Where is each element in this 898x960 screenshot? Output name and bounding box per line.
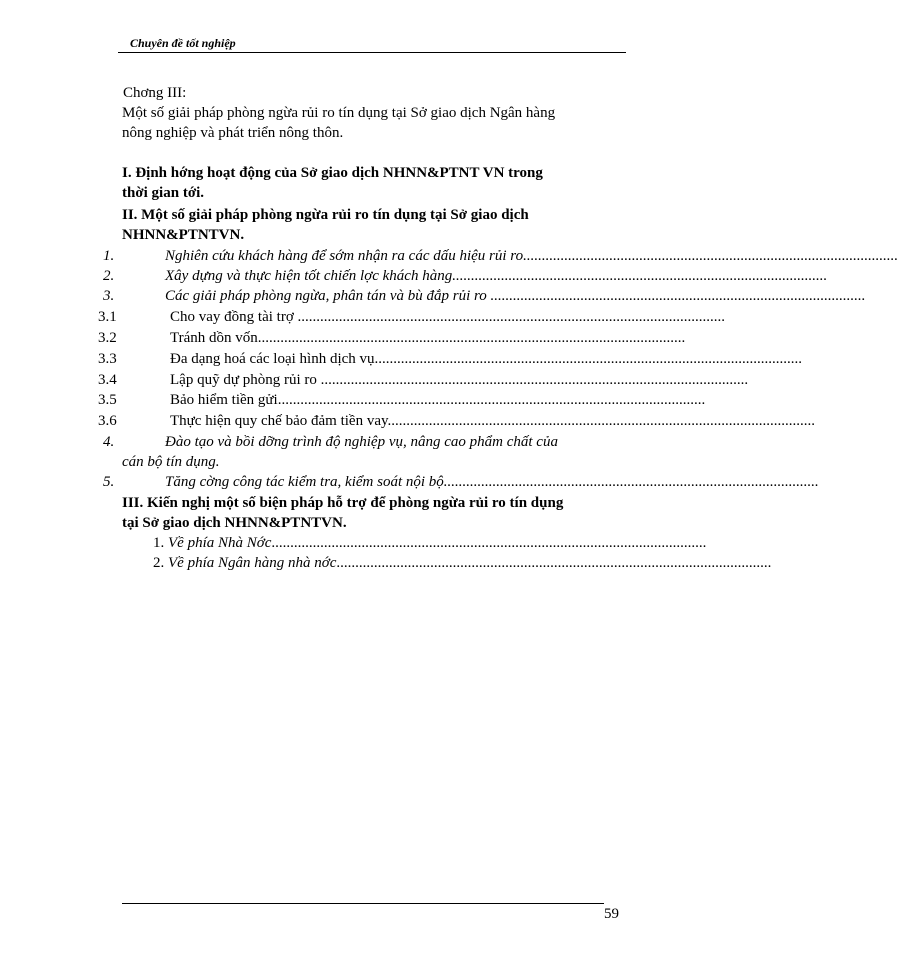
recommendation-text: Về phía Ngân hàng nhà nớc	[168, 555, 337, 571]
toc-subitem-text: Đa dạng hoá các loại hình dịch vụ	[170, 351, 375, 367]
toc-item-text: Xây dựng và thực hiện tốt chiến lợc khách hàng	[165, 268, 453, 284]
toc-item-number: 5.	[103, 474, 115, 490]
toc-subitem-number: 3.2	[98, 330, 117, 346]
toc-item-entry: Các giải pháp phòng ngừa, phân tán và bù đắp rủi ro ....................................................................................................	[165, 288, 866, 304]
toc-subitem-text: Lập quỹ dự phòng rủi ro	[170, 372, 321, 388]
toc-item-entry: Tăng cờng công tác kiểm tra, kiểm soát nội bộ....................................................................................................	[165, 474, 819, 490]
toc-item-number: 4.	[103, 434, 115, 450]
toc-item-entry: Xây dựng và thực hiện tốt chiến lợc khách hàng....................................................................................................	[165, 268, 828, 284]
toc-item-number: 2.	[103, 268, 115, 284]
section-3-heading-line-1: III. Kiến nghị một số biện pháp hỗ trợ để phòng ngừa rủi ro tín dụng	[122, 495, 564, 511]
section-2-heading-line-2: NHNN&PTNTVN.	[122, 227, 245, 243]
toc-subitem-number: 3.4	[98, 372, 117, 388]
toc-item-number: 3.	[103, 288, 115, 304]
toc-subitem-text: Bảo hiểm tiền gửi	[170, 392, 278, 408]
toc-item-number: 1.	[103, 248, 115, 264]
recommendation-number: 2.	[153, 555, 165, 571]
footer-divider	[122, 903, 604, 904]
toc-item-text: Các giải pháp phòng ngừa, phân tán và bù đắp rủi ro	[165, 288, 491, 304]
toc-subitem-number: 3.5	[98, 392, 117, 408]
toc-item-4-line-1: Đào tạo và bồi dỡng trình độ nghiệp vụ, nâng cao phẩm chất của	[165, 434, 558, 450]
toc-subitem-text: Thực hiện quy chế bảo đảm tiền vay	[170, 413, 388, 429]
toc-item-entry: Nghiên cứu khách hàng để sớm nhận ra các dấu hiệu rủi ro....................................................................................................	[165, 248, 898, 264]
section-2-heading-line-1: II. Một số giải pháp phòng ngừa rủi ro tín dụng tại Sở giao dịch	[122, 207, 529, 223]
chapter-title-line-1: Một số giải pháp phòng ngừa rủi ro tín dụng tại Sở giao dịch Ngân hàng	[122, 105, 556, 121]
recommendation-entry: 1. Về phía Nhà Nớc....................................................................................................................	[153, 535, 707, 551]
toc-item-text: Nghiên cứu khách hàng để sớm nhận ra các dấu hiệu rủi ro	[165, 248, 524, 264]
recommendation-text: Về phía Nhà Nớc	[168, 535, 272, 551]
toc-item-4-line-2: cán bộ tín dụng.	[122, 454, 220, 470]
section-3-heading-line-2: tại Sở giao dịch NHNN&PTNTVN.	[122, 515, 347, 531]
toc-subitem-text: Cho vay đồng tài trợ	[170, 309, 298, 325]
toc-item-text: Tăng cờng công tác kiểm tra, kiểm soát nội bộ	[165, 474, 444, 490]
chapter-label: Chơng III:	[123, 85, 187, 101]
toc-subitem-number: 3.6	[98, 413, 117, 429]
toc-subitem-entry: Bảo hiểm tiền gửi..................................................................................................................	[170, 392, 706, 408]
recommendation-entry: 2. Về phía Ngân hàng nhà nớc....................................................................................................................	[153, 555, 772, 571]
chapter-title-line-2: nông nghiệp và phát triển nông thôn.	[122, 125, 344, 141]
toc-subitem-entry: Thực hiện quy chế bảo đảm tiền vay..................................................................................................................	[170, 413, 815, 429]
toc-subitem-entry: Lập quỹ dự phòng rủi ro ..................................................................................................................	[170, 372, 749, 388]
section-1-heading-line-1: I. Định hớng hoạt động của Sở giao dịch NHNN&PTNT VN trong	[122, 165, 543, 181]
running-header: Chuyên đề tốt nghiệp	[130, 36, 236, 50]
toc-subitem-entry: Đa dạng hoá các loại hình dịch vụ..................................................................................................................	[170, 351, 803, 367]
toc-subitem-entry: Cho vay đồng tài trợ ..................................................................................................................	[170, 309, 725, 325]
toc-subitem-number: 3.3	[98, 351, 117, 367]
section-1-heading-line-2: thời gian tới.	[122, 185, 205, 201]
toc-subitem-text: Tránh dồn vốn	[170, 330, 258, 346]
page-number: 59	[604, 906, 619, 922]
toc-subitem-number: 3.1	[98, 309, 117, 325]
toc-subitem-entry: Tránh dồn vốn..................................................................................................................	[170, 330, 686, 346]
recommendation-number: 1.	[153, 535, 165, 551]
header-divider	[118, 52, 626, 53]
